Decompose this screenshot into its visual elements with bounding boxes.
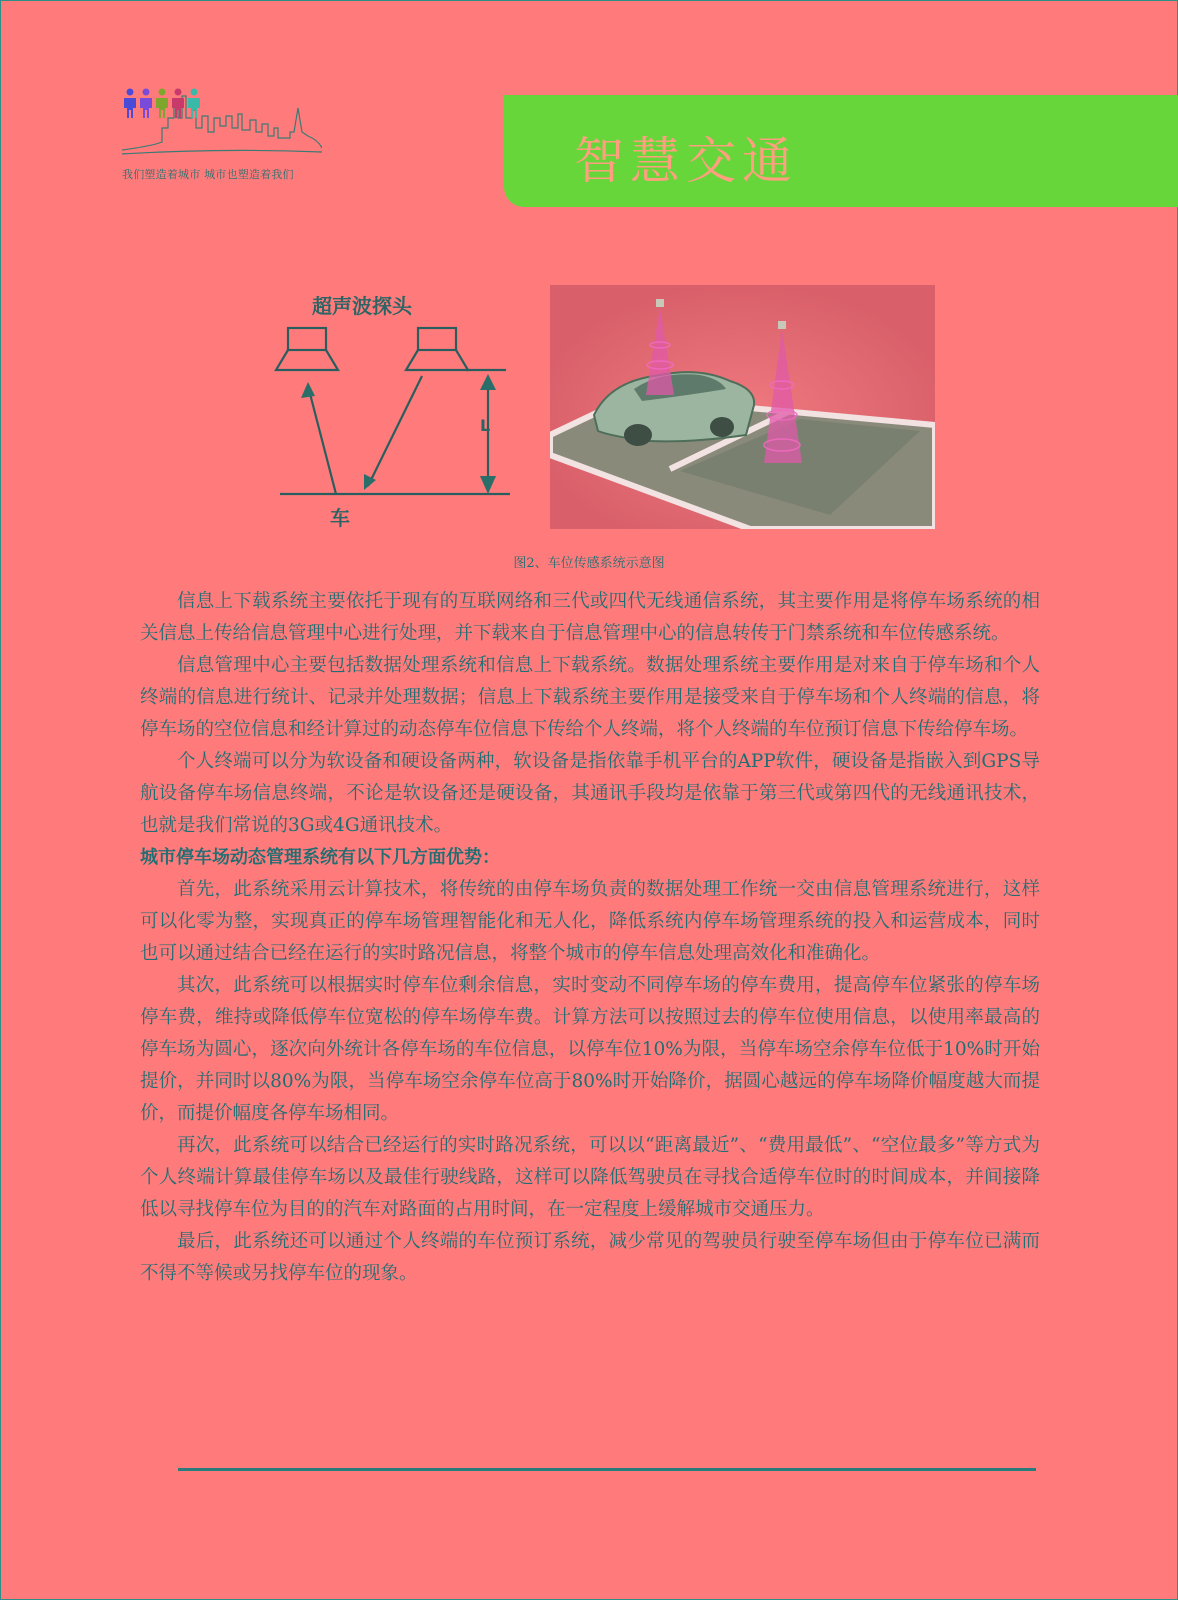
banner-title: 智慧交通 [574,132,798,190]
figure-caption: 图2、车位传感系统示意图 [513,556,665,571]
distance-label: L [480,416,491,435]
paragraph-last: 最后，此系统还可以通过个人终端的车位预订系统，减少常见的驾驶员行驶至停车场但由于停车位已满而不得不等候或另找停车位的现象。 [140,1231,1040,1284]
parking-sensor-illustration [550,285,935,529]
probe-label: 超声波探头 [312,294,412,318]
sensor-diagram-icon [270,290,520,530]
ultrasonic-diagram [270,290,520,530]
paragraph-third: 再次，此系统可以结合已经运行的实时路况系统，可以以“距离最近”、“费用最低”、“空位最多”等方式为个人终端计算最佳停车场以及最佳行驶线路，这样可以降低驾驶员在寻找合适停车位时的时间成本，并间接降低以寻找停车位为目的的汽车对路面的占用时间，在一定程度上缓解城市交通压力。 [140,1135,1040,1220]
section-banner [504,95,1178,207]
article-body [140,586,1040,1290]
paragraph-second: 其次，此系统可以根据实时停车位剩余信息，实时变动不同停车场的停车费用，提高停车位紧张的停车场停车费，维持或降低停车位宽松的停车场停车费。计算方法可以按照过去的停车位使用信息，以使用率最高的停车场为圆心，逐次向外统计各停车场的车位信息，以停车位10%为限，当停车场空余停车位低于10%时开始提价，并同时以80%为限，当停车场空余停车位高于80%时开始降价，据圆心越远的停车场降价幅度越大而提价，而提价幅度各停车场相同。 [140,975,1040,1124]
parked-car-illustration [550,285,935,529]
people-icon [122,88,212,120]
paragraph-first: 首先，此系统采用云计算技术，将传统的由停车场负责的数据处理工作统一交由信息管理系统进行，这样可以化零为整，实现真正的停车场管理智能化和无人化，降低系统内停车场管理系统的投入和运营成本，同时也可以通过结合已经在运行的实时路况信息，将整个城市的停车信息处理高效化和准确化。 [140,879,1040,964]
city-logo [122,88,322,213]
paragraph-upload-system: 信息上下载系统主要依托于现有的互联网络和三代或四代无线通信系统，其主要作用是将停车场系统的相关信息上传给信息管理中心进行处理，并下载来自于信息管理中心的信息转传于门禁系统和车位传感系统。 [140,591,1040,644]
advantages-heading: 城市停车场动态管理系统有以下几方面优势： [140,847,500,868]
slogan-text: 我们塑造着城市 城市也塑造着我们 [122,168,294,181]
paragraph-info-center: 信息管理中心主要包括数据处理系统和信息上下载系统。数据处理系统主要作用是对来自于停车场和个人终端的信息进行统计、记录并处理数据；信息上下载系统主要作用是接受来自于停车场和个人终端的信息，将停车场的空位信息和经计算过的动态停车位信息下传给个人终端，将个人终端的车位预订信息下传给停车场。 [140,655,1040,740]
paragraph-personal-terminal: 个人终端可以分为软设备和硬设备两种，软设备是指依靠手机平台的APP软件，硬设备是指嵌入到GPS导航设备停车场信息终端，不论是软设备还是硬设备，其通讯手段均是依靠于第三代或第四代的无线通讯技术，也就是我们常说的3G或4G通讯技术。 [140,751,1040,836]
car-label: 车 [330,506,350,530]
bottom-divider [178,1468,1036,1471]
